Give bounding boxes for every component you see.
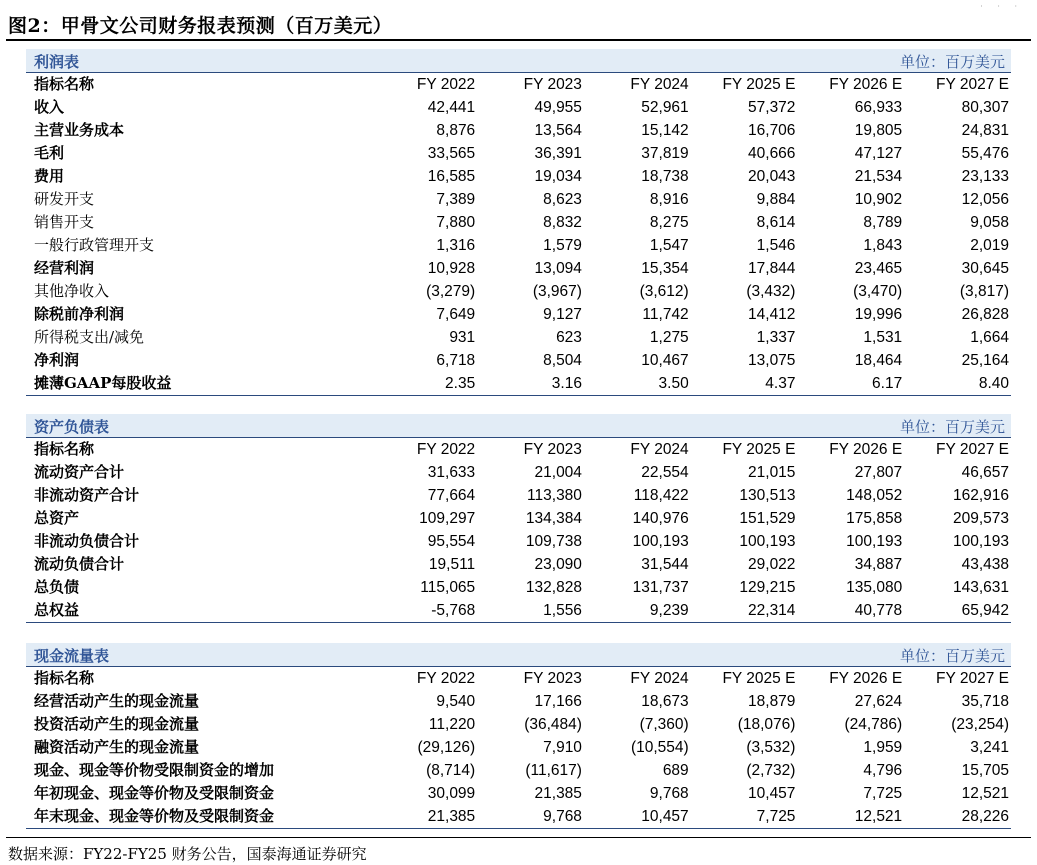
section-header xyxy=(26,414,1011,438)
row-value: 1,531 xyxy=(863,329,903,346)
row-value: 623 xyxy=(556,329,582,346)
row-label: 总负债 xyxy=(34,578,80,596)
row-value: 6,718 xyxy=(436,352,476,369)
row-value: (23,254) xyxy=(951,716,1009,733)
row-value: (36,484) xyxy=(524,716,582,733)
row-value: 18,673 xyxy=(641,693,689,710)
row-value: 109,738 xyxy=(525,533,582,550)
row-value: 1,579 xyxy=(543,237,582,254)
header-year: FY 2027 E xyxy=(936,76,1009,93)
row-value: 19,511 xyxy=(428,556,476,573)
row-value: 2,019 xyxy=(970,237,1009,254)
row-value: (11,617) xyxy=(525,762,582,779)
row-value: 7,725 xyxy=(691,805,798,829)
row-value: 689 xyxy=(662,762,689,779)
row-value: 21,534 xyxy=(854,168,903,185)
row-value: 77,664 xyxy=(427,487,476,504)
row-label: 总资产 xyxy=(34,509,80,527)
row-value: (3,967) xyxy=(532,283,582,300)
row-value: 109,297 xyxy=(419,510,476,527)
row-value: 1,556 xyxy=(477,599,584,623)
row-value: (24,786) xyxy=(844,716,903,733)
table-row xyxy=(26,736,1011,759)
row-value: 9,768 xyxy=(477,805,584,829)
row-value: 115,065 xyxy=(420,579,476,596)
row-value: 8,275 xyxy=(649,214,689,231)
table-row xyxy=(26,165,1011,188)
row-value: 11,220 xyxy=(428,716,476,733)
table-row xyxy=(26,530,1011,553)
row-value: 9,884 xyxy=(756,191,796,208)
row-label: 一般行政管理开支 xyxy=(34,236,155,254)
row-value: 43,438 xyxy=(961,556,1009,573)
row-label: 销售开支 xyxy=(34,213,95,231)
row-value: 8,504 xyxy=(543,352,582,369)
row-label: 所得税支出/减免 xyxy=(34,328,145,346)
row-value: 8,789 xyxy=(863,214,903,231)
row-label: 非流动负债合计 xyxy=(34,532,140,550)
row-value: 13,075 xyxy=(748,352,796,369)
row-value: 1,275 xyxy=(649,329,689,346)
row-value: 134,384 xyxy=(525,510,582,527)
row-label: 摊薄GAAP每股收益 xyxy=(26,372,381,396)
header-label: 指标名称 xyxy=(34,440,95,458)
table-row xyxy=(26,576,1011,599)
table-row xyxy=(26,119,1011,142)
row-value: 21,004 xyxy=(534,464,582,481)
row-value: 52,961 xyxy=(641,99,689,116)
row-value: 47,127 xyxy=(854,145,903,162)
row-value: (29,126) xyxy=(417,739,476,756)
row-value: 4,796 xyxy=(863,762,903,779)
row-value: 1,843 xyxy=(863,237,903,254)
row-value: 15,142 xyxy=(641,122,689,139)
row-value: (2,732) xyxy=(746,762,796,779)
row-label: 现金、现金等价物受限制资金的增加 xyxy=(34,761,275,779)
table-row xyxy=(26,96,1011,119)
row-value: 7,649 xyxy=(436,306,476,323)
row-value: 95,554 xyxy=(427,533,476,550)
header-year: FY 2026 E xyxy=(829,441,903,458)
table-row xyxy=(26,507,1011,530)
row-label: 年初现金、现金等价物及受限制资金 xyxy=(34,784,275,802)
row-value: 1,316 xyxy=(436,237,476,254)
section-title: 资产负债表 xyxy=(34,418,110,436)
row-value: 27,624 xyxy=(854,693,903,710)
row-value: 31,544 xyxy=(641,556,689,573)
table-row xyxy=(26,690,1011,713)
table-row xyxy=(26,759,1011,782)
row-value: 10,902 xyxy=(854,191,903,208)
header-year: FY 2027 E xyxy=(936,441,1009,458)
row-value: 26,828 xyxy=(961,306,1009,323)
row-value: 31,633 xyxy=(427,464,476,481)
row-value: 162,916 xyxy=(952,487,1009,504)
row-value: 143,631 xyxy=(952,579,1009,596)
balance-table xyxy=(26,438,1011,623)
row-value: 13,094 xyxy=(534,260,582,277)
row-value: 9,768 xyxy=(649,785,689,802)
table-header-row xyxy=(26,73,1011,96)
row-value: 49,955 xyxy=(534,99,582,116)
source-note: 数据来源：FY22-FY25 财务公告，国泰海通证券研究 xyxy=(8,845,367,863)
row-value: (3,432) xyxy=(746,283,796,300)
row-value: 7,880 xyxy=(436,214,476,231)
row-value: 12,521 xyxy=(961,785,1009,802)
row-value: 21,015 xyxy=(748,464,796,481)
row-value: 21,385 xyxy=(381,805,478,829)
row-value: 1,546 xyxy=(756,237,796,254)
bottom-rule xyxy=(6,837,1031,838)
header-year: FY 2023 xyxy=(523,670,582,687)
row-value: (8,714) xyxy=(426,762,476,779)
row-value: 8,832 xyxy=(543,214,582,231)
row-label: 毛利 xyxy=(34,144,65,162)
row-label: 净利润 xyxy=(34,351,80,369)
row-value: 140,976 xyxy=(632,510,689,527)
row-value: 18,464 xyxy=(854,352,903,369)
table-row xyxy=(26,280,1011,303)
row-value: (3,612) xyxy=(639,283,689,300)
table-header-row xyxy=(26,667,1011,690)
row-value: 1,547 xyxy=(649,237,689,254)
row-value: 40,666 xyxy=(748,145,796,162)
row-value: 36,391 xyxy=(534,145,582,162)
row-value: 132,828 xyxy=(525,579,582,596)
row-value: 18,738 xyxy=(641,168,689,185)
balance-sheet-section xyxy=(26,414,1011,623)
row-value: 8,876 xyxy=(436,122,476,139)
row-value: 16,585 xyxy=(427,168,476,185)
table-row xyxy=(26,484,1011,507)
row-value: 25,164 xyxy=(961,352,1009,369)
row-label: 研发开支 xyxy=(34,190,95,208)
row-value: 23,090 xyxy=(534,556,582,573)
header-year: FY 2022 xyxy=(416,76,476,93)
row-value: 1,664 xyxy=(970,329,1009,346)
table-row xyxy=(26,372,1011,396)
row-value: 30,645 xyxy=(961,260,1009,277)
row-value: 148,052 xyxy=(846,487,903,504)
row-label: 非流动资产合计 xyxy=(34,486,140,504)
header-year: FY 2024 xyxy=(630,76,689,93)
row-value: 10,467 xyxy=(641,352,689,369)
header-year: FY 2027 E xyxy=(936,670,1009,687)
header-year: FY 2024 xyxy=(630,670,689,687)
row-value: 100,193 xyxy=(952,533,1009,550)
table-row xyxy=(26,349,1011,372)
row-value: 19,996 xyxy=(854,306,903,323)
table-row xyxy=(26,326,1011,349)
row-value: 175,858 xyxy=(846,510,903,527)
row-value: 12,056 xyxy=(961,191,1009,208)
table-row xyxy=(26,257,1011,280)
row-label: 经营利润 xyxy=(34,259,95,277)
header-year: FY 2023 xyxy=(523,76,582,93)
row-value: 57,372 xyxy=(748,99,796,116)
row-value: 34,887 xyxy=(854,556,903,573)
row-value: 8,623 xyxy=(543,191,582,208)
header-year: FY 2025 E xyxy=(722,76,796,93)
header-year: FY 2026 E xyxy=(829,670,903,687)
row-value: 16,706 xyxy=(748,122,796,139)
row-value: 46,657 xyxy=(961,464,1009,481)
section-title: 利润表 xyxy=(34,53,80,71)
header-year: FY 2025 E xyxy=(722,441,796,458)
section-header xyxy=(26,49,1011,73)
row-value: 17,166 xyxy=(534,693,582,710)
row-value: 118,422 xyxy=(633,487,689,504)
row-value: 931 xyxy=(449,329,476,346)
row-value: 18,879 xyxy=(748,693,796,710)
row-label: 经营活动产生的现金流量 xyxy=(34,692,200,710)
row-value: 8.40 xyxy=(904,372,1011,396)
row-value: (10,554) xyxy=(630,739,689,756)
table-header-row xyxy=(26,438,1011,461)
unit-label: 单位：百万美元 xyxy=(899,647,1005,665)
table-row xyxy=(26,142,1011,165)
row-value: 130,513 xyxy=(739,487,796,504)
row-value: (7,360) xyxy=(639,716,689,733)
row-value: 13,564 xyxy=(534,122,582,139)
table-row xyxy=(26,713,1011,736)
row-value: 19,034 xyxy=(534,168,582,185)
header-year: FY 2026 E xyxy=(829,76,903,93)
header-label: 指标名称 xyxy=(34,669,95,687)
row-value: 100,193 xyxy=(846,533,903,550)
row-value: (3,279) xyxy=(426,283,476,300)
row-value: 209,573 xyxy=(952,510,1009,527)
row-value: 6.17 xyxy=(797,372,904,396)
row-value: 28,226 xyxy=(904,805,1011,829)
table-row xyxy=(26,782,1011,805)
row-label: 其他净收入 xyxy=(34,282,110,300)
cash-flow-table xyxy=(26,667,1011,829)
row-value: 11,742 xyxy=(642,306,689,323)
row-value: 1,337 xyxy=(756,329,796,346)
row-value: 80,307 xyxy=(961,99,1009,116)
unit-label: 单位：百万美元 xyxy=(899,418,1005,436)
row-value: 3,241 xyxy=(970,739,1009,756)
row-value: 7,910 xyxy=(543,739,582,756)
row-value: 9,540 xyxy=(436,693,476,710)
row-value: (18,076) xyxy=(737,716,796,733)
row-value: 10,457 xyxy=(584,805,691,829)
unit-label: 单位：百万美元 xyxy=(899,53,1005,71)
row-value: 1,959 xyxy=(863,739,903,756)
row-value: 19,805 xyxy=(854,122,903,139)
row-label: 费用 xyxy=(34,167,65,185)
row-value: 10,457 xyxy=(748,785,796,802)
row-value: 22,554 xyxy=(641,464,689,481)
row-value: 22,314 xyxy=(691,599,798,623)
row-label: 主营业务成本 xyxy=(34,121,125,139)
top-rule xyxy=(6,39,1031,41)
row-value: 55,476 xyxy=(961,145,1009,162)
row-label: 除税前净利润 xyxy=(34,305,125,323)
row-value: 42,441 xyxy=(427,99,476,116)
cash-flow-section xyxy=(26,643,1011,829)
row-value: 37,819 xyxy=(641,145,689,162)
row-value: 65,942 xyxy=(904,599,1011,623)
row-label: 流动负债合计 xyxy=(34,555,125,573)
row-label: 年末现金、现金等价物及受限制资金 xyxy=(26,805,381,829)
row-value: 21,385 xyxy=(534,785,582,802)
table-row xyxy=(26,211,1011,234)
income-table xyxy=(26,73,1011,396)
table-row xyxy=(26,234,1011,257)
corner-marks: · · · xyxy=(980,2,1023,11)
row-value: 3.50 xyxy=(584,372,691,396)
row-value: 7,389 xyxy=(436,191,476,208)
row-value: (3,470) xyxy=(853,283,903,300)
row-label: 总权益 xyxy=(26,599,381,623)
table-row xyxy=(26,461,1011,484)
row-value: (3,817) xyxy=(959,283,1009,300)
header-year: FY 2025 E xyxy=(722,670,796,687)
row-value: 129,215 xyxy=(739,579,796,596)
header-year: FY 2022 xyxy=(416,441,476,458)
row-value: 7,725 xyxy=(863,785,903,802)
row-value: 8,614 xyxy=(756,214,796,231)
row-value: 15,705 xyxy=(961,762,1009,779)
row-value: 131,737 xyxy=(632,579,689,596)
row-value: 66,933 xyxy=(854,99,903,116)
row-value: 135,080 xyxy=(846,579,903,596)
table-row xyxy=(26,303,1011,326)
row-value: 10,928 xyxy=(427,260,476,277)
row-value: 27,807 xyxy=(854,464,903,481)
row-value: 113,380 xyxy=(527,487,582,504)
row-value: 9,239 xyxy=(584,599,691,623)
figure-title: 图2：甲骨文公司财务报表预测（百万美元） xyxy=(8,15,393,37)
section-title: 现金流量表 xyxy=(34,647,110,665)
row-value: 12,521 xyxy=(797,805,904,829)
row-value: 30,099 xyxy=(427,785,476,802)
row-value: -5,768 xyxy=(381,599,478,623)
table-row xyxy=(26,188,1011,211)
row-value: 3.16 xyxy=(477,372,584,396)
row-value: 151,529 xyxy=(739,510,796,527)
row-value: 15,354 xyxy=(641,260,689,277)
row-value: 4.37 xyxy=(691,372,798,396)
row-value: 17,844 xyxy=(748,260,796,277)
section-header xyxy=(26,643,1011,667)
table-row xyxy=(26,599,1011,623)
income-statement-section xyxy=(26,49,1011,396)
row-value: 40,778 xyxy=(797,599,904,623)
row-value: 100,193 xyxy=(632,533,689,550)
row-value: 33,565 xyxy=(427,145,476,162)
table-row xyxy=(26,805,1011,829)
row-value: (3,532) xyxy=(746,739,796,756)
row-value: 14,412 xyxy=(748,306,796,323)
row-value: 29,022 xyxy=(748,556,796,573)
header-year: FY 2022 xyxy=(416,670,476,687)
row-label: 流动资产合计 xyxy=(34,463,125,481)
row-value: 35,718 xyxy=(961,693,1009,710)
row-value: 23,465 xyxy=(854,260,903,277)
row-value: 100,193 xyxy=(739,533,796,550)
table-row xyxy=(26,553,1011,576)
row-value: 8,916 xyxy=(649,191,689,208)
row-value: 24,831 xyxy=(961,122,1009,139)
row-value: 23,133 xyxy=(961,168,1009,185)
header-year: FY 2023 xyxy=(523,441,582,458)
header-year: FY 2024 xyxy=(630,441,689,458)
row-value: 20,043 xyxy=(748,168,796,185)
row-value: 2.35 xyxy=(381,372,478,396)
row-value: 9,127 xyxy=(543,306,582,323)
header-label: 指标名称 xyxy=(34,75,95,93)
row-label: 融资活动产生的现金流量 xyxy=(34,738,200,756)
row-value: 9,058 xyxy=(970,214,1009,231)
row-label: 投资活动产生的现金流量 xyxy=(34,715,200,733)
row-label: 收入 xyxy=(34,98,65,116)
